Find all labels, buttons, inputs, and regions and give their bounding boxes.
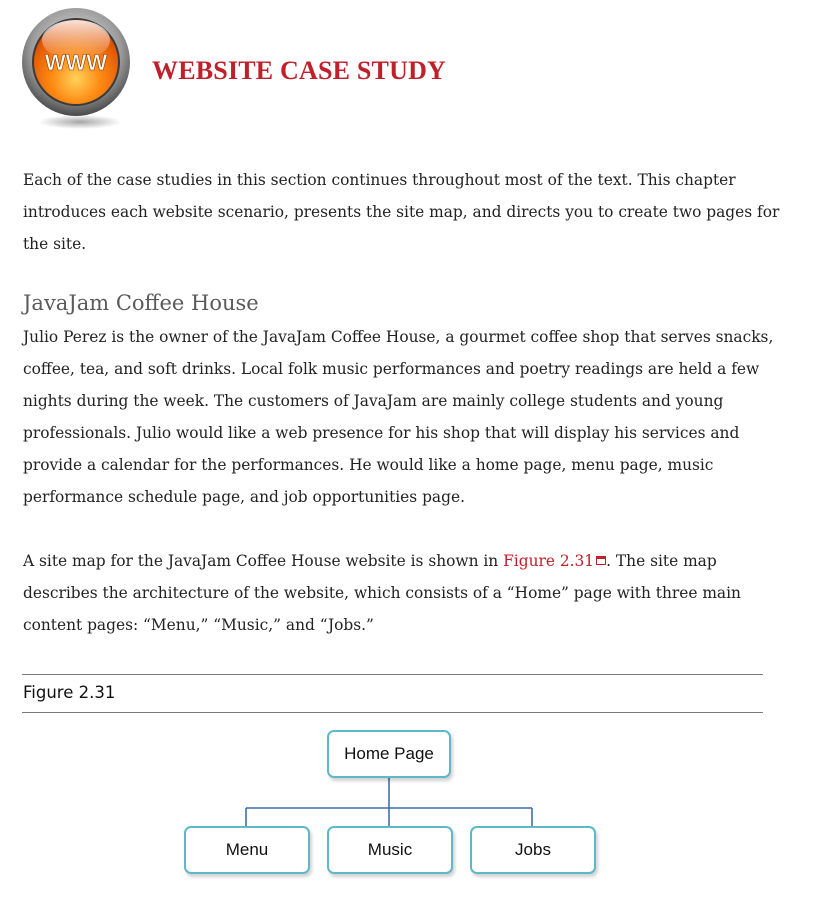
sitemap-paragraph-lead: A site map for the JavaJam Coffee House website is shown in: [23, 552, 504, 570]
node-music: Music: [327, 826, 453, 874]
logo-text: WWW: [44, 50, 108, 75]
figure-top-divider: [22, 674, 763, 675]
figure-link-label: Figure 2.31: [503, 552, 595, 570]
case-study-title: WEBSITE CASE STUDY: [152, 56, 447, 85]
node-jobs: Jobs: [470, 826, 596, 874]
description-paragraph: Julio Perez is the owner of the JavaJam Coffee House, a gourmet coffee shop that serves snacks, coffee, tea, and soft drinks. Local folk music performances and poetry readings are held a few nights during the week. The customers of JavaJam are mainly college students and young professionals. Julio would like a web presence for his shop that will display his services and provide a calendar for the performances. He would like a home page, menu page, music performance schedule page, and job opportunities page.: [23, 328, 774, 506]
figure-link[interactable]: [503, 552, 606, 570]
node-menu: Menu: [184, 826, 310, 874]
figure-bottom-divider: [22, 712, 763, 713]
node-home-page: Home Page: [327, 730, 451, 778]
section-heading: JavaJam Coffee House: [23, 291, 259, 315]
sitemap-paragraph-rest: . The site map describes the architecture of the website, which consists of a “Home” page with three main content pages: “Menu,” “Music,” and “Jobs.”: [23, 552, 741, 634]
popout-window-icon: [596, 556, 606, 565]
intro-paragraph: Each of the case studies in this section continues throughout most of the text. This chapter introduces each website scenario, presents the site map, and directs you to create two pages for the site.: [23, 171, 780, 253]
www-logo-icon: [20, 6, 132, 130]
sitemap-paragraph: [23, 545, 783, 641]
figure-caption: Figure 2.31: [23, 683, 116, 702]
site-map-diagram: [0, 720, 823, 890]
